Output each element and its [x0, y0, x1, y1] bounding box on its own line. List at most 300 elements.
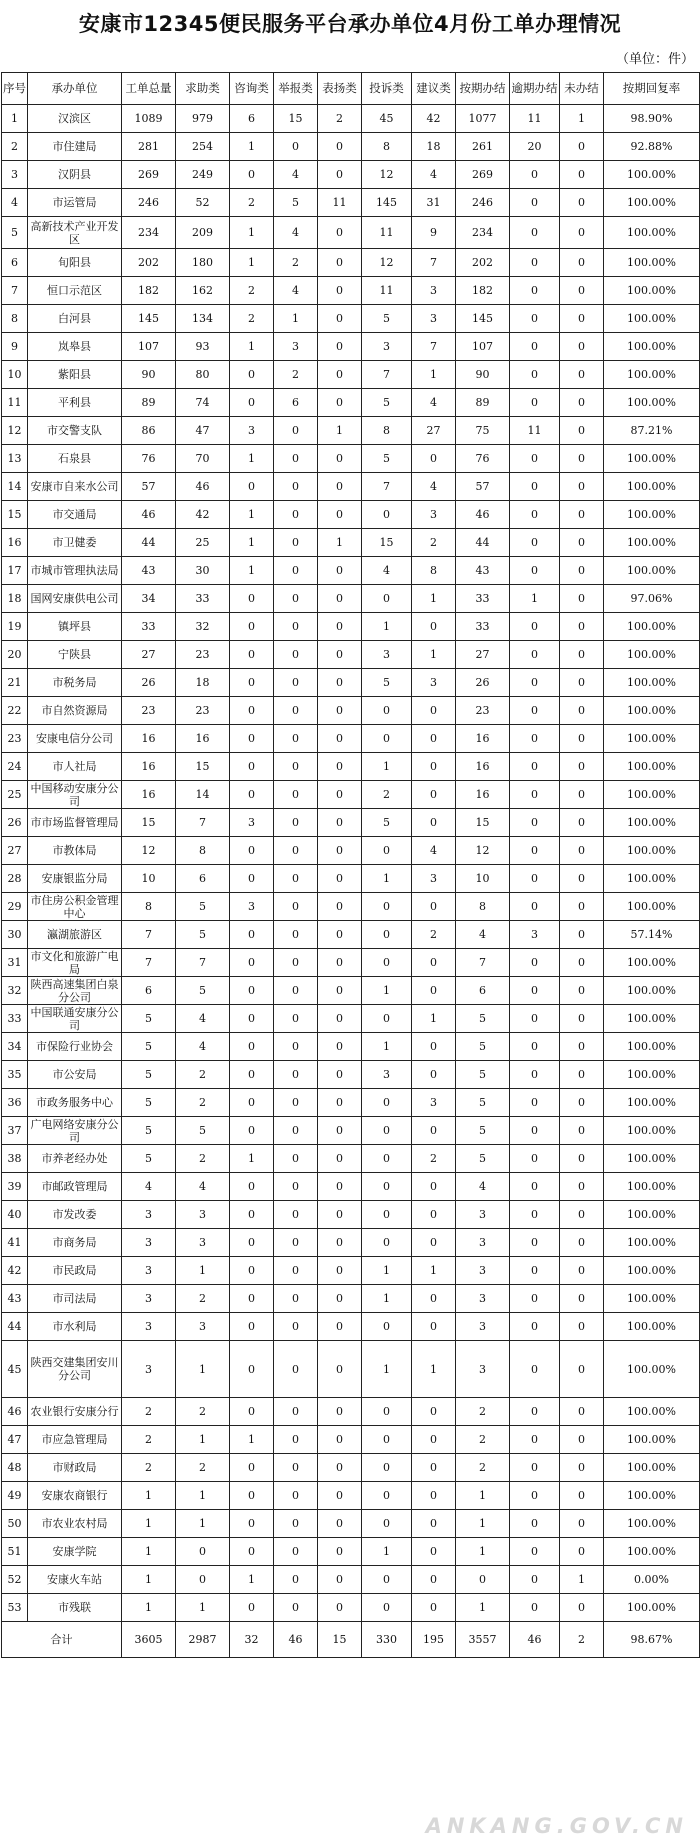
table-cell: 0: [510, 949, 560, 977]
table-cell: 16: [456, 781, 510, 809]
table-cell: 0: [274, 1313, 318, 1341]
table-cell: 0: [510, 557, 560, 585]
table-cell: 5: [362, 809, 412, 837]
table-cell: 0: [412, 1173, 456, 1201]
table-cell: 100.00%: [604, 1089, 700, 1117]
table-cell: 0: [510, 809, 560, 837]
unit-name-cell: 宁陕县: [28, 641, 122, 669]
table-cell: 182: [122, 277, 176, 305]
table-cell: 0: [274, 725, 318, 753]
table-cell: 80: [176, 361, 230, 389]
table-cell: 27: [412, 417, 456, 445]
table-cell: 14: [2, 473, 28, 501]
table-cell: 0: [230, 1594, 274, 1622]
table-cell: 269: [122, 161, 176, 189]
table-cell: 0: [230, 1341, 274, 1398]
table-cell: 51: [2, 1538, 28, 1566]
table-cell: 3: [412, 277, 456, 305]
table-cell: 0: [318, 133, 362, 161]
table-cell: 0: [560, 445, 604, 473]
table-cell: 2: [176, 1061, 230, 1089]
unit-name-cell: 旬阳县: [28, 249, 122, 277]
table-cell: 2: [274, 249, 318, 277]
table-cell: 2: [230, 277, 274, 305]
table-cell: 100.00%: [604, 557, 700, 585]
table-cell: 1: [230, 445, 274, 473]
table-cell: 1: [122, 1538, 176, 1566]
table-cell: 145: [362, 189, 412, 217]
table-cell: 0: [318, 1313, 362, 1341]
table-cell: 0: [362, 1229, 412, 1257]
table-cell: 0: [318, 1117, 362, 1145]
unit-name-cell: 市人社局: [28, 753, 122, 781]
table-cell: 2: [176, 1454, 230, 1482]
unit-note: （单位：件）: [615, 52, 694, 67]
table-cell: 3: [122, 1313, 176, 1341]
table-row: [2, 865, 700, 893]
table-cell: 12: [122, 837, 176, 865]
table-cell: 3: [176, 1201, 230, 1229]
table-cell: 0: [274, 1145, 318, 1173]
table-cell: 3: [122, 1341, 176, 1398]
table-cell: 15: [362, 529, 412, 557]
table-cell: 0: [412, 1510, 456, 1538]
table-cell: 0: [510, 1173, 560, 1201]
table-cell: 0: [510, 361, 560, 389]
table-cell: 1: [362, 753, 412, 781]
col-header-ontime: 按期办结: [456, 73, 510, 105]
table-row: [2, 1145, 700, 1173]
table-cell: 43: [456, 557, 510, 585]
table-cell: 0: [318, 1005, 362, 1033]
table-cell: 44: [122, 529, 176, 557]
table-cell: 0: [510, 189, 560, 217]
table-row: [2, 217, 700, 249]
table-row: [2, 1510, 700, 1538]
table-cell: 5: [122, 1117, 176, 1145]
table-cell: 2: [176, 1398, 230, 1426]
table-cell: 100.00%: [604, 389, 700, 417]
table-cell: 100.00%: [604, 1341, 700, 1398]
table-cell: 0: [230, 361, 274, 389]
col-header-consult: 咨询类: [230, 73, 274, 105]
table-cell: 4: [176, 1005, 230, 1033]
table-cell: 1: [230, 217, 274, 249]
table-cell: 0: [318, 725, 362, 753]
unit-name-cell: 市运管局: [28, 189, 122, 217]
table-cell: 0: [560, 725, 604, 753]
table-cell: 0: [318, 1398, 362, 1426]
table-row: [2, 277, 700, 305]
table-cell: 4: [412, 389, 456, 417]
table-cell: 0: [510, 1117, 560, 1145]
table-row: [2, 557, 700, 585]
table-cell: 0: [510, 1594, 560, 1622]
table-cell: 0: [274, 1229, 318, 1257]
table-cell: 0: [510, 1454, 560, 1482]
table-cell: 0: [230, 837, 274, 865]
watermark: ANKANG.GOV.CN: [425, 1814, 688, 1838]
table-cell: 5: [456, 1005, 510, 1033]
table-cell: 1: [318, 529, 362, 557]
unit-name-cell: 陕西交建集团安川分公司: [28, 1341, 122, 1398]
col-header-unfinished: 未办结: [560, 73, 604, 105]
table-cell: 3: [412, 501, 456, 529]
table-cell: 0: [274, 837, 318, 865]
table-cell: 70: [176, 445, 230, 473]
table-cell: 100.00%: [604, 1117, 700, 1145]
unit-name-cell: 市邮政管理局: [28, 1173, 122, 1201]
work-order-table: [1, 72, 700, 1658]
table-cell: 100.00%: [604, 1257, 700, 1285]
unit-name-cell: 高新技术产业开发区: [28, 217, 122, 249]
table-cell: 16: [122, 753, 176, 781]
table-cell: 0: [318, 445, 362, 473]
table-cell: 57: [456, 473, 510, 501]
total-cell: 32: [230, 1622, 274, 1658]
table-cell: 234: [456, 217, 510, 249]
unit-name-cell: 中国联通安康分公司: [28, 1005, 122, 1033]
table-cell: 0: [412, 1594, 456, 1622]
unit-name-cell: 瀛湖旅游区: [28, 921, 122, 949]
table-row: [2, 1257, 700, 1285]
table-cell: 0: [230, 865, 274, 893]
unit-name-cell: 市自然资源局: [28, 697, 122, 725]
table-cell: 15: [122, 809, 176, 837]
table-cell: 0: [318, 389, 362, 417]
col-header-overdue: 逾期办结: [510, 73, 560, 105]
table-cell: 1: [230, 557, 274, 585]
table-cell: 234: [122, 217, 176, 249]
table-cell: 1: [176, 1482, 230, 1510]
table-cell: 3: [412, 865, 456, 893]
table-cell: 1: [362, 977, 412, 1005]
table-cell: 100.00%: [604, 1398, 700, 1426]
total-row: [2, 1622, 700, 1658]
table-cell: 0: [560, 1398, 604, 1426]
table-cell: 90: [456, 361, 510, 389]
table-row: [2, 1398, 700, 1426]
table-cell: 100.00%: [604, 217, 700, 249]
table-cell: 100.00%: [604, 1454, 700, 1482]
table-cell: 0: [318, 1257, 362, 1285]
table-cell: 0: [274, 1257, 318, 1285]
table-cell: 0: [230, 669, 274, 697]
table-cell: 0: [318, 977, 362, 1005]
table-cell: 0: [362, 1398, 412, 1426]
table-cell: 0: [510, 753, 560, 781]
table-cell: 0: [362, 1201, 412, 1229]
unit-name-cell: 国网安康供电公司: [28, 585, 122, 613]
table-cell: 0: [560, 557, 604, 585]
table-cell: 0: [560, 1313, 604, 1341]
table-row: [2, 529, 700, 557]
table-cell: 3: [456, 1201, 510, 1229]
table-cell: 2: [456, 1426, 510, 1454]
table-cell: 2: [412, 529, 456, 557]
table-cell: 0: [362, 1594, 412, 1622]
table-cell: 2: [122, 1398, 176, 1426]
table-cell: 2: [122, 1426, 176, 1454]
table-row: [2, 249, 700, 277]
table-cell: 1: [230, 133, 274, 161]
table-cell: 3: [122, 1285, 176, 1313]
table-body: [2, 105, 700, 1622]
table-cell: 0: [362, 1313, 412, 1341]
table-cell: 4: [274, 161, 318, 189]
table-row: [2, 1173, 700, 1201]
table-cell: 0: [412, 1538, 456, 1566]
col-header-unit: 承办单位: [28, 73, 122, 105]
table-cell: 16: [456, 753, 510, 781]
table-row: [2, 189, 700, 217]
table-cell: 0: [230, 949, 274, 977]
table-cell: 1: [456, 1510, 510, 1538]
table-row: [2, 1426, 700, 1454]
table-cell: 100.00%: [604, 641, 700, 669]
table-cell: 0: [510, 837, 560, 865]
table-cell: 0: [412, 445, 456, 473]
total-cell: 15: [318, 1622, 362, 1658]
table-cell: 1: [230, 249, 274, 277]
table-cell: 1: [362, 1538, 412, 1566]
col-header-total: 工单总量: [122, 73, 176, 105]
table-cell: 0: [318, 1510, 362, 1538]
table-cell: 9: [412, 217, 456, 249]
table-row: [2, 1313, 700, 1341]
table-cell: 25: [176, 529, 230, 557]
table-cell: 76: [122, 445, 176, 473]
table-cell: 0: [510, 977, 560, 1005]
table-header-row: [2, 73, 700, 105]
table-cell: 7: [412, 249, 456, 277]
table-cell: 6: [2, 249, 28, 277]
table-cell: 0: [362, 1089, 412, 1117]
table-cell: 1: [230, 333, 274, 361]
table-cell: 0: [318, 161, 362, 189]
table-cell: 1: [560, 1566, 604, 1594]
table-cell: 0: [412, 809, 456, 837]
table-cell: 2: [362, 781, 412, 809]
table-cell: 3: [122, 1229, 176, 1257]
total-cell: 330: [362, 1622, 412, 1658]
page-title: 安康市12345便民服务平台承办单位4月份工单办理情况: [78, 12, 622, 36]
unit-name-cell: 市养老经办处: [28, 1145, 122, 1173]
unit-name-cell: 市城市管理执法局: [28, 557, 122, 585]
table-row: [2, 641, 700, 669]
table-cell: 0: [510, 865, 560, 893]
table-cell: 15: [456, 809, 510, 837]
table-row: [2, 1538, 700, 1566]
table-cell: 3: [456, 1341, 510, 1398]
table-cell: 1: [176, 1341, 230, 1398]
table-cell: 1077: [456, 105, 510, 133]
table-cell: 0: [230, 1061, 274, 1089]
table-cell: 100.00%: [604, 1594, 700, 1622]
table-cell: 0: [318, 1341, 362, 1398]
table-cell: 0: [318, 1426, 362, 1454]
table-row: [2, 1005, 700, 1033]
total-cell: 3605: [122, 1622, 176, 1658]
table-cell: 0: [274, 501, 318, 529]
unit-name-cell: 汉阴县: [28, 161, 122, 189]
table-cell: 0: [560, 1594, 604, 1622]
table-row: [2, 837, 700, 865]
table-cell: 0: [362, 837, 412, 865]
table-cell: 0: [274, 1510, 318, 1538]
table-cell: 0: [510, 1145, 560, 1173]
table-cell: 0: [510, 669, 560, 697]
table-cell: 16: [122, 725, 176, 753]
table-cell: 261: [456, 133, 510, 161]
unit-name-cell: 市住建局: [28, 133, 122, 161]
table-cell: 0: [362, 725, 412, 753]
table-cell: 100.00%: [604, 893, 700, 921]
table-cell: 0: [510, 1257, 560, 1285]
table-cell: 4: [412, 837, 456, 865]
table-cell: 0: [510, 697, 560, 725]
table-cell: 0: [318, 217, 362, 249]
table-cell: 2: [176, 1089, 230, 1117]
table-cell: 0: [412, 1566, 456, 1594]
table-cell: 10: [2, 361, 28, 389]
unit-name-cell: 市保险行业协会: [28, 1033, 122, 1061]
table-cell: 2: [412, 1145, 456, 1173]
table-cell: 6: [230, 105, 274, 133]
table-cell: 93: [176, 333, 230, 361]
table-cell: 0: [318, 1033, 362, 1061]
table-cell: 6: [274, 389, 318, 417]
table-cell: 0: [560, 865, 604, 893]
table-cell: 1: [362, 865, 412, 893]
table-cell: 0: [318, 305, 362, 333]
table-cell: 100.00%: [604, 249, 700, 277]
table-cell: 2: [176, 1145, 230, 1173]
table-cell: 100.00%: [604, 865, 700, 893]
table-cell: 1: [318, 417, 362, 445]
table-cell: 100.00%: [604, 1173, 700, 1201]
table-row: [2, 361, 700, 389]
unit-name-cell: 安康银监分局: [28, 865, 122, 893]
table-cell: 2: [274, 361, 318, 389]
table-cell: 180: [176, 249, 230, 277]
table-cell: 0: [362, 1145, 412, 1173]
table-cell: 0: [274, 697, 318, 725]
table-cell: 0: [510, 1482, 560, 1510]
table-cell: 0: [274, 1033, 318, 1061]
table-cell: 45: [2, 1341, 28, 1398]
table-cell: 0: [510, 501, 560, 529]
table-cell: 46: [122, 501, 176, 529]
unit-name-cell: 市财政局: [28, 1454, 122, 1482]
table-cell: 0: [510, 249, 560, 277]
table-cell: 0: [560, 1510, 604, 1538]
table-cell: 10: [122, 865, 176, 893]
table-cell: 0: [412, 725, 456, 753]
table-cell: 0: [560, 1341, 604, 1398]
table-cell: 0: [274, 1566, 318, 1594]
table-cell: 1: [362, 1033, 412, 1061]
table-row: [2, 613, 700, 641]
table-cell: 0: [230, 1117, 274, 1145]
table-cell: 0: [412, 1398, 456, 1426]
table-cell: 0: [510, 445, 560, 473]
unit-name-cell: 市住房公积金管理中心: [28, 893, 122, 921]
table-cell: 26: [456, 669, 510, 697]
table-cell: 3: [456, 1257, 510, 1285]
table-cell: 0: [274, 921, 318, 949]
table-cell: 30: [176, 557, 230, 585]
unit-name-cell: 市残联: [28, 1594, 122, 1622]
table-cell: 0: [510, 1285, 560, 1313]
table-cell: 0: [274, 949, 318, 977]
table-cell: 0: [560, 809, 604, 837]
table-cell: 0: [230, 1285, 274, 1313]
table-cell: 4: [412, 473, 456, 501]
table-cell: 5: [176, 893, 230, 921]
table-cell: 27: [456, 641, 510, 669]
table-cell: 0: [274, 809, 318, 837]
table-cell: 0: [560, 753, 604, 781]
table-cell: 5: [176, 1117, 230, 1145]
table-cell: 5: [122, 1089, 176, 1117]
table-cell: 8: [456, 893, 510, 921]
unit-name-cell: 市公安局: [28, 1061, 122, 1089]
table-cell: 48: [2, 1454, 28, 1482]
table-cell: 0: [412, 781, 456, 809]
total-cell: 3557: [456, 1622, 510, 1658]
table-cell: 0: [412, 1285, 456, 1313]
table-cell: 0: [274, 529, 318, 557]
table-cell: 0: [318, 1454, 362, 1482]
table-cell: 0: [412, 1229, 456, 1257]
table-row: [2, 333, 700, 361]
table-cell: 3: [176, 1229, 230, 1257]
table-cell: 40: [2, 1201, 28, 1229]
table-row: [2, 809, 700, 837]
table-cell: 100.00%: [604, 1033, 700, 1061]
table-cell: 33: [2, 1005, 28, 1033]
table-cell: 100.00%: [604, 1313, 700, 1341]
table-cell: 9: [2, 333, 28, 361]
table-cell: 0: [176, 1566, 230, 1594]
table-cell: 100.00%: [604, 949, 700, 977]
table-row: [2, 669, 700, 697]
table-cell: 43: [2, 1285, 28, 1313]
table-cell: 0: [318, 781, 362, 809]
table-cell: 249: [176, 161, 230, 189]
table-cell: 100.00%: [604, 305, 700, 333]
table-cell: 0: [560, 1089, 604, 1117]
table-cell: 100.00%: [604, 1482, 700, 1510]
table-cell: 7: [2, 277, 28, 305]
table-cell: 4: [176, 1173, 230, 1201]
table-cell: 0: [274, 613, 318, 641]
table-cell: 0: [510, 217, 560, 249]
unit-name-cell: 安康农商银行: [28, 1482, 122, 1510]
table-cell: 0: [362, 501, 412, 529]
table-row: [2, 305, 700, 333]
table-cell: 11: [362, 217, 412, 249]
table-cell: 1: [412, 1005, 456, 1033]
table-cell: 100.00%: [604, 725, 700, 753]
table-cell: 23: [122, 697, 176, 725]
table-cell: 16: [122, 781, 176, 809]
table-cell: 4: [274, 277, 318, 305]
table-cell: 23: [2, 725, 28, 753]
unit-name-cell: 市司法局: [28, 1285, 122, 1313]
table-cell: 0: [412, 977, 456, 1005]
